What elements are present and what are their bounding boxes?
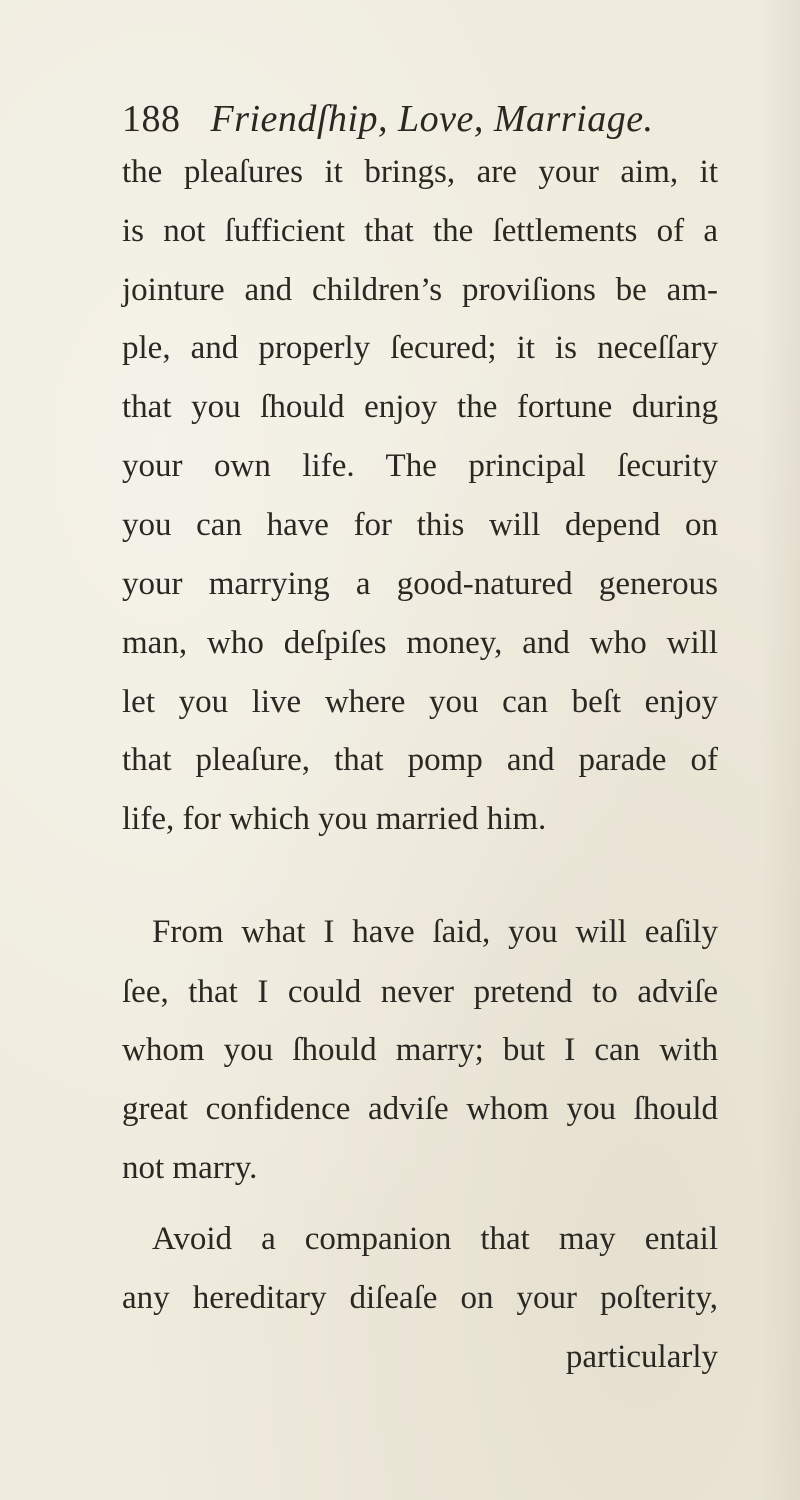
text-line: jointure and children’s proviſions be am-: [122, 272, 718, 308]
text-line: Avoid a companion that may entail: [152, 1221, 718, 1257]
text-line: ple, and properly ſecured; it is neceſſary: [122, 330, 718, 366]
text-line: your marrying a good-natured generous: [122, 566, 718, 602]
text-line: not marry.: [122, 1150, 258, 1186]
catchword: particularly: [565, 1339, 718, 1375]
text-line: you can have for this will depend on: [122, 507, 718, 543]
running-title: Friendſhip, Love, Marriage.: [210, 98, 654, 140]
text-line: your own life. The principal ſecurity: [122, 448, 718, 484]
text-line: that pleaſure, that pomp and parade of: [122, 742, 718, 778]
text-line: man, who deſpiſes money, and who will: [122, 625, 718, 661]
text-line: whom you ſhould marry; but I can with: [122, 1032, 718, 1068]
text-line: From what I have ſaid, you will eaſily: [152, 914, 718, 950]
page-edge-shadow: [760, 0, 800, 1500]
text-line: is not ſufficient that the ſettlements of a: [122, 213, 718, 249]
text-line: life, for which you married him.: [122, 801, 547, 837]
text-line: great confidence adviſe whom you ſhould: [122, 1091, 718, 1127]
text-line: ſee, that I could never pretend to adviſe: [122, 974, 718, 1010]
running-head: [122, 97, 654, 141]
text-line: let you live where you can beſt enjoy: [122, 684, 718, 720]
text-line: the pleaſures it brings, are your aim, it: [122, 154, 718, 190]
page-number: 188: [122, 98, 181, 140]
text-line: that you ſhould enjoy the fortune during: [122, 389, 718, 425]
text-line: any hereditary diſeaſe on your poſterity,: [122, 1280, 718, 1316]
